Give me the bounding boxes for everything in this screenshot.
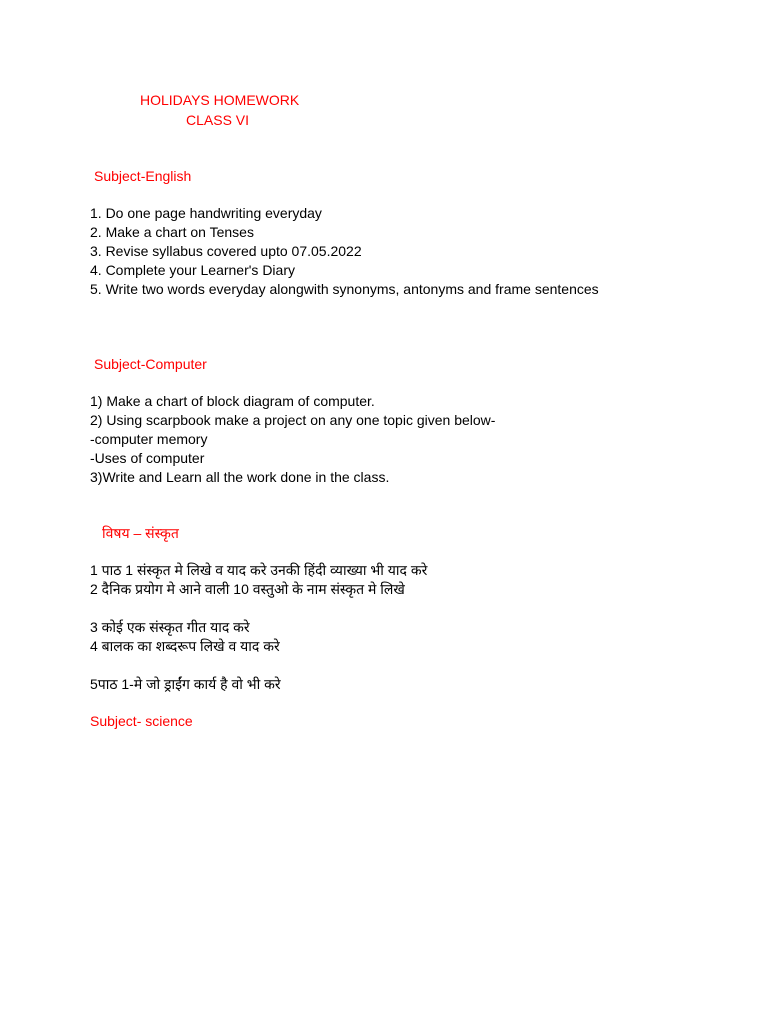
english-task-list — [90, 204, 599, 299]
sanskrit-heading: विषय – संस्कृत — [102, 525, 179, 541]
list-item: 2) Using scarpbook make a project on any one topic given below- — [90, 412, 496, 428]
list-item: 1. Do one page handwriting everyday — [90, 205, 322, 221]
list-item: 5पाठ 1-मे जो ड्राईंग कार्य है वो भी करे — [90, 676, 281, 692]
class-label: CLASS VI — [186, 112, 250, 128]
list-item: -computer memory — [90, 431, 208, 447]
list-item: 3. Revise syllabus covered upto 07.05.2022 — [90, 243, 362, 259]
computer-task-list — [90, 392, 495, 487]
list-item: 1 पाठ 1 संस्कृत मे लिखे व याद करे उनकी हिंदी व्याख्या भी याद करे — [90, 562, 428, 578]
list-item: 4. Complete your Learner's Diary — [90, 262, 295, 278]
computer-heading: Subject-Computer — [94, 356, 207, 372]
list-item: -Uses of computer — [90, 450, 205, 466]
list-item: 2. Make a chart on Tenses — [90, 224, 254, 240]
list-item: 5. Write two words everyday alongwith synonyms, antonyms and frame sentences — [90, 281, 599, 297]
list-item: 3 कोई एक संस्कृत गीत याद करे — [90, 619, 250, 635]
science-heading: Subject- science — [90, 713, 193, 729]
list-item: 4 बालक का शब्दरूप लिखे व याद करे — [90, 638, 280, 654]
list-item: 1) Make a chart of block diagram of computer. — [90, 393, 375, 409]
document-title: HOLIDAYS HOMEWORK — [140, 92, 300, 108]
english-heading: Subject-English — [94, 168, 192, 184]
list-item: 3)Write and Learn all the work done in the class. — [90, 469, 390, 485]
list-item: 2 दैनिक प्रयोग मे आने वाली 10 वस्तुओ के नाम संस्कृत मे लिखे — [90, 581, 405, 597]
